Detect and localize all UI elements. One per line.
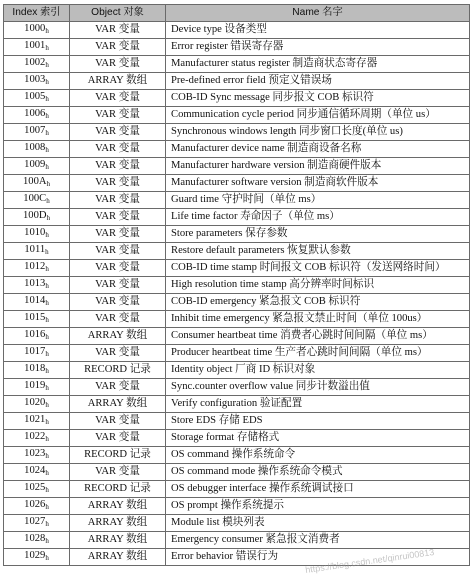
index-suffix: h	[45, 247, 49, 256]
index-suffix: h	[45, 111, 49, 120]
index-cell	[4, 361, 70, 378]
index-cell	[4, 344, 70, 361]
watermark-text: https://blog.csdn.net/qinrui00813	[304, 546, 435, 575]
index-cell	[4, 327, 70, 344]
index-cell	[4, 395, 70, 412]
index-cell	[4, 55, 70, 72]
index-value: 1029	[24, 549, 46, 561]
object-type-cell: VAR 变量	[70, 191, 166, 208]
index-value: 1014	[24, 294, 46, 306]
index-value: 1017	[24, 345, 46, 357]
index-value: 1028	[24, 532, 46, 544]
index-value: 100C	[23, 192, 47, 204]
table-row	[4, 412, 470, 429]
index-cell	[4, 412, 70, 429]
object-type-cell: VAR 变量	[70, 412, 166, 429]
index-cell	[4, 480, 70, 497]
index-suffix: h	[45, 400, 49, 409]
object-name-cell: Store parameters 保存参数	[166, 225, 470, 242]
index-cell	[4, 310, 70, 327]
index-value: 1002	[24, 56, 46, 68]
table-row	[4, 106, 470, 123]
object-type-cell: VAR 变量	[70, 89, 166, 106]
index-value: 1020	[24, 396, 46, 408]
object-name-cell: Emergency consumer 紧急报文消费者	[166, 531, 470, 548]
index-value: 1012	[24, 260, 46, 272]
table-row	[4, 21, 470, 38]
object-name-cell: Verify configuration 验证配置	[166, 395, 470, 412]
object-name-cell: Storage format 存储格式	[166, 429, 470, 446]
index-suffix: h	[45, 94, 49, 103]
object-type-cell: VAR 变量	[70, 157, 166, 174]
object-type-cell: VAR 变量	[70, 463, 166, 480]
table-row	[4, 242, 470, 259]
object-name-cell: Store EDS 存储 EDS	[166, 412, 470, 429]
index-suffix: h	[45, 434, 49, 443]
index-value: 1027	[24, 515, 46, 527]
header-name: Name 名字	[166, 5, 470, 22]
object-type-cell: VAR 变量	[70, 174, 166, 191]
index-cell	[4, 174, 70, 191]
object-type-cell: VAR 变量	[70, 21, 166, 38]
object-name-cell: Communication cycle period 同步通信循环周期（单位 us）	[166, 106, 470, 123]
index-suffix: h	[45, 485, 49, 494]
object-type-cell: RECORD 记录	[70, 480, 166, 497]
index-suffix: h	[45, 417, 49, 426]
table-row	[4, 531, 470, 548]
index-suffix: h	[45, 536, 49, 545]
index-suffix: h	[45, 77, 49, 86]
table-row	[4, 378, 470, 395]
index-cell	[4, 191, 70, 208]
index-suffix: h	[45, 162, 49, 171]
index-cell	[4, 123, 70, 140]
index-suffix: h	[46, 196, 50, 205]
index-suffix: h	[45, 383, 49, 392]
index-cell	[4, 497, 70, 514]
index-value: 1024	[24, 464, 46, 476]
object-dictionary-table	[3, 4, 470, 566]
object-name-cell: Manufacturer device name 制造商设备名称	[166, 140, 470, 157]
object-type-cell: VAR 变量	[70, 225, 166, 242]
object-name-cell: Manufacturer hardware version 制造商硬件版本	[166, 157, 470, 174]
object-name-cell: Synchronous windows length 同步窗口长度(单位 us)	[166, 123, 470, 140]
object-name-cell: Consumer heartbeat time 消费者心跳时间间隔（单位 ms）	[166, 327, 470, 344]
index-cell	[4, 463, 70, 480]
object-type-cell: VAR 变量	[70, 293, 166, 310]
object-name-cell: Producer heartbeat time 生产者心跳时间间隔（单位 ms）	[166, 344, 470, 361]
index-suffix: h	[45, 468, 49, 477]
index-suffix: h	[45, 26, 49, 35]
table-row	[4, 140, 470, 157]
object-type-cell: VAR 变量	[70, 242, 166, 259]
index-suffix: h	[45, 349, 49, 358]
table-row	[4, 259, 470, 276]
index-cell	[4, 548, 70, 565]
object-type-cell: VAR 变量	[70, 55, 166, 72]
index-value: 1026	[24, 498, 46, 510]
object-name-cell: Life time factor 寿命因子（单位 ms）	[166, 208, 470, 225]
table-row	[4, 89, 470, 106]
object-name-cell: OS prompt 操作系统提示	[166, 497, 470, 514]
table-row	[4, 72, 470, 89]
index-value: 100A	[22, 175, 47, 187]
index-cell	[4, 89, 70, 106]
index-value: 1019	[24, 379, 46, 391]
object-dictionary-table-container	[3, 4, 469, 566]
index-value: 1005	[24, 90, 46, 102]
object-name-cell: OS command 操作系统命令	[166, 446, 470, 463]
index-suffix: h	[45, 519, 49, 528]
index-suffix: h	[45, 332, 49, 341]
object-name-cell: Manufacturer status register 制造商状态寄存器	[166, 55, 470, 72]
index-value: 1022	[24, 430, 46, 442]
index-value: 1018	[24, 362, 46, 374]
index-suffix: h	[45, 451, 49, 460]
index-cell	[4, 514, 70, 531]
index-value: 1011	[24, 243, 46, 255]
object-type-cell: VAR 变量	[70, 38, 166, 55]
index-cell	[4, 242, 70, 259]
object-name-cell: Guard time 守护时间（单位 ms）	[166, 191, 470, 208]
index-suffix: h	[45, 230, 49, 239]
index-suffix: h	[45, 366, 49, 375]
index-suffix: h	[45, 281, 49, 290]
table-row	[4, 191, 470, 208]
index-cell	[4, 140, 70, 157]
index-cell	[4, 378, 70, 395]
index-value: 1025	[24, 481, 46, 493]
index-value: 1016	[24, 328, 46, 340]
index-suffix: h	[45, 502, 49, 511]
index-value: 1000	[24, 22, 46, 34]
table-header-row	[4, 5, 470, 22]
index-suffix: h	[46, 179, 51, 188]
table-row	[4, 446, 470, 463]
object-type-cell: ARRAY 数组	[70, 72, 166, 89]
index-cell	[4, 106, 70, 123]
index-value: 1001	[24, 39, 46, 51]
index-suffix: h	[45, 315, 49, 324]
index-cell	[4, 293, 70, 310]
object-name-cell: Identity object 厂商 ID 标识对象	[166, 361, 470, 378]
table-row	[4, 361, 470, 378]
object-type-cell: VAR 变量	[70, 140, 166, 157]
index-suffix: h	[45, 60, 49, 69]
table-row	[4, 327, 470, 344]
table-row	[4, 480, 470, 497]
table-row	[4, 514, 470, 531]
header-index: Index 索引	[4, 5, 70, 22]
table-row	[4, 157, 470, 174]
object-type-cell: VAR 变量	[70, 344, 166, 361]
object-name-cell: Inhibit time emergency 紧急报文禁止时间（单位 100us）	[166, 310, 470, 327]
object-type-cell: ARRAY 数组	[70, 327, 166, 344]
object-type-cell: VAR 变量	[70, 208, 166, 225]
index-cell	[4, 259, 70, 276]
object-type-cell: VAR 变量	[70, 429, 166, 446]
object-name-cell: Restore default parameters 恢复默认参数	[166, 242, 470, 259]
object-type-cell: ARRAY 数组	[70, 548, 166, 565]
index-cell	[4, 208, 70, 225]
object-type-cell: ARRAY 数组	[70, 514, 166, 531]
table-row	[4, 463, 470, 480]
table-row	[4, 174, 470, 191]
table-row	[4, 225, 470, 242]
object-name-cell: Device type 设备类型	[166, 21, 470, 38]
index-suffix: h	[45, 264, 49, 273]
object-type-cell: ARRAY 数组	[70, 531, 166, 548]
object-name-cell: Manufacturer software version 制造商软件版本	[166, 174, 470, 191]
table-row	[4, 293, 470, 310]
table-row	[4, 123, 470, 140]
index-value: 100D	[22, 209, 47, 221]
object-name-cell: Module list 模块列表	[166, 514, 470, 531]
object-type-cell: VAR 变量	[70, 310, 166, 327]
index-value: 1003	[24, 73, 46, 85]
index-value: 1006	[24, 107, 46, 119]
object-type-cell: ARRAY 数组	[70, 395, 166, 412]
object-name-cell: Pre-defined error field 预定义错误场	[166, 72, 470, 89]
index-value: 1009	[24, 158, 46, 170]
object-name-cell: Error behavior 错误行为	[166, 548, 470, 565]
index-suffix: h	[46, 213, 51, 222]
object-name-cell: Sync.counter overflow value 同步计数溢出值	[166, 378, 470, 395]
index-value: 1013	[24, 277, 46, 289]
object-type-cell: ARRAY 数组	[70, 497, 166, 514]
index-cell	[4, 446, 70, 463]
index-value: 1010	[24, 226, 46, 238]
object-name-cell: COB-ID emergency 紧急报文 COB 标识符	[166, 293, 470, 310]
index-cell	[4, 21, 70, 38]
index-cell	[4, 38, 70, 55]
object-type-cell: VAR 变量	[70, 123, 166, 140]
index-value: 1008	[24, 141, 46, 153]
index-cell	[4, 225, 70, 242]
table-row	[4, 497, 470, 514]
object-type-cell: VAR 变量	[70, 378, 166, 395]
table-row	[4, 310, 470, 327]
index-cell	[4, 276, 70, 293]
table-body	[4, 21, 470, 565]
index-value: 1015	[24, 311, 46, 323]
index-cell	[4, 429, 70, 446]
table-row	[4, 429, 470, 446]
object-name-cell: OS debugger interface 操作系统调试接口	[166, 480, 470, 497]
table-row	[4, 395, 470, 412]
index-suffix: h	[45, 145, 49, 154]
object-type-cell: VAR 变量	[70, 106, 166, 123]
header-object: Object 对象	[70, 5, 166, 22]
index-cell	[4, 157, 70, 174]
object-name-cell: Error register 错误寄存器	[166, 38, 470, 55]
object-name-cell: High resolution time stamp 高分辨率时间标识	[166, 276, 470, 293]
table-row	[4, 38, 470, 55]
index-suffix: h	[45, 553, 49, 562]
index-suffix: h	[45, 298, 49, 307]
table-row	[4, 276, 470, 293]
object-name-cell: COB-ID Sync message 同步报文 COB 标识符	[166, 89, 470, 106]
index-suffix: h	[45, 43, 49, 52]
object-name-cell: COB-ID time stamp 时间报文 COB 标识符（发送网络时间）	[166, 259, 470, 276]
index-cell	[4, 72, 70, 89]
table-row	[4, 344, 470, 361]
object-type-cell: VAR 变量	[70, 276, 166, 293]
object-type-cell: VAR 变量	[70, 259, 166, 276]
table-row	[4, 208, 470, 225]
index-suffix: h	[45, 128, 49, 137]
object-name-cell: OS command mode 操作系统命令模式	[166, 463, 470, 480]
index-value: 1023	[24, 447, 46, 459]
table-row	[4, 55, 470, 72]
index-value: 1007	[24, 124, 46, 136]
index-cell	[4, 531, 70, 548]
index-value: 1021	[24, 413, 46, 425]
object-type-cell: RECORD 记录	[70, 446, 166, 463]
object-type-cell: RECORD 记录	[70, 361, 166, 378]
